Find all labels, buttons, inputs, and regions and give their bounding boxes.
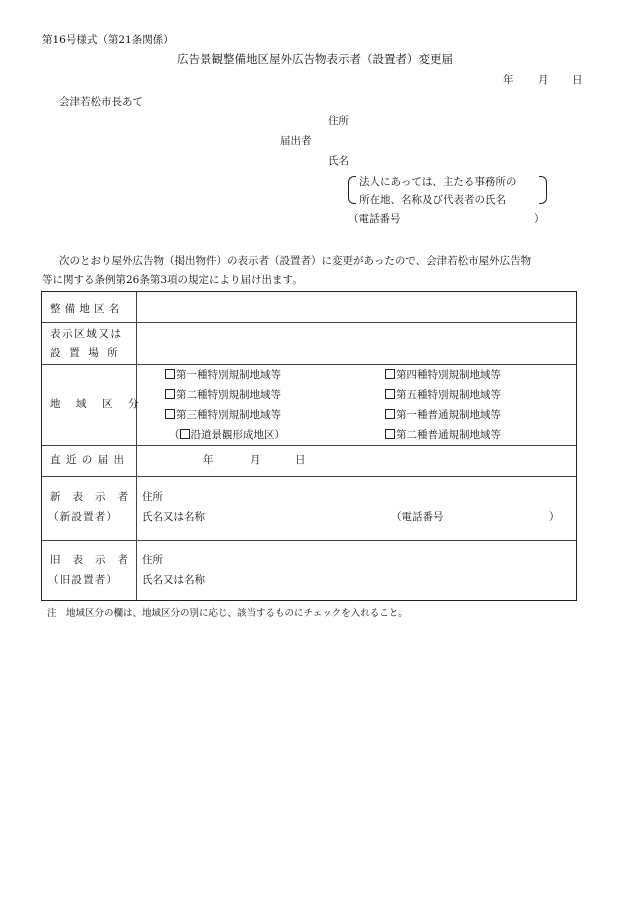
checkbox-icon[interactable] [385,429,395,439]
applicant-phone-close: ） [534,213,545,225]
row-divider [42,364,576,365]
zone-option-7-label: 第二種普通規制地域等 [396,429,501,441]
zone-option-5-label: 第五種特別規制地域等 [396,389,501,401]
applicant-notifier-label: 届出者 [280,135,312,147]
zone-option-3[interactable] [165,409,281,421]
district-label-text: 整備地区名 [50,303,124,315]
zone-option-7[interactable] [385,429,501,441]
checkbox-icon[interactable] [180,429,190,439]
zone-option-3-label: 第三種特別規制地域等 [176,409,281,421]
zone-option-2-label: 第二種特別規制地域等 [176,389,281,401]
new-address-label: 住所 [142,491,163,503]
recent-year: 年 [203,454,214,466]
applicant-name-label: 氏名 [328,155,349,167]
checkbox-icon[interactable] [165,369,175,379]
road-paren-close: ） [274,429,285,441]
applicant-address-label: 住所 [328,115,349,127]
new-name-label: 氏名又は名称 [142,511,205,523]
zone-option-road[interactable] [169,429,285,441]
zone-option-1-label: 第一種特別規制地域等 [176,369,281,381]
recent-month: 月 [250,454,261,466]
zone-option-4-label: 第四種特別規制地域等 [396,369,501,381]
corp-note-bracket-right [539,176,547,204]
zone-option-6-label: 第一種普通規制地域等 [396,409,501,421]
zone-option-5[interactable] [385,389,501,401]
checkbox-icon[interactable] [385,389,395,399]
corp-note-line1: 法人にあっては、主たる事務所の [359,176,517,188]
row-divider [42,445,576,446]
corp-note-line2: 所在地、名称及び代表者の氏名 [359,194,506,206]
road-option-label: 沿道景観形成地区 [190,429,275,441]
checkbox-icon[interactable] [385,369,395,379]
district-label [42,304,136,315]
row-divider [42,476,576,477]
new-label-line1: 新表示者 [50,491,140,503]
page-title: 広告景観整備地区屋外広告物表示者（設置者）変更届 [177,52,453,66]
old-name-label: 氏名又は名称 [142,574,205,586]
road-paren-open: （ [169,429,180,441]
recent-label: 直近の届出 [50,454,130,466]
addressee: 会津若松市長あて [59,96,143,108]
new-label-line2: （新設置者） [48,511,119,523]
date-month: 月 [538,74,549,86]
new-phone-open: （電話番号 [391,511,444,523]
recent-day: 日 [295,454,306,466]
zone-option-2[interactable] [165,389,281,401]
old-address-label: 住所 [142,554,163,566]
applicant-phone-open: （電話番号 [348,213,401,225]
form-number: 第16号様式（第21条関係） [42,34,174,46]
zone-option-4[interactable] [385,369,501,381]
zone-label: 地域区分 [50,398,154,410]
district-input[interactable] [137,293,575,321]
zone-option-1[interactable] [165,369,281,381]
location-label-line1: 表示区域又は [50,328,123,340]
zone-option-6[interactable] [385,409,501,421]
old-label-line2: （旧設置者） [48,574,119,586]
location-input[interactable] [137,323,575,363]
row-divider [42,540,576,541]
date-year: 年 [503,74,514,86]
checkbox-icon[interactable] [165,389,175,399]
checkbox-icon[interactable] [385,409,395,419]
location-label-line2: 設置場所 [50,347,127,359]
footnote: 注 地域区分の欄は、地域区分の別に応じ、該当するものにチェックを入れること。 [47,608,408,619]
new-phone-close: ） [549,511,560,523]
body-line2: 等に関する条例第26条第3項の規定により届け出ます。 [42,274,303,286]
body-line1: 次のとおり屋外広告物（掲出物件）の表示者（設置者）に変更があったので、会津若松市屋外広告物 [59,255,532,267]
old-label-line1: 旧表示者 [50,554,140,566]
date-day: 日 [572,74,583,86]
corp-note-bracket-left [348,176,356,204]
checkbox-icon[interactable] [165,409,175,419]
